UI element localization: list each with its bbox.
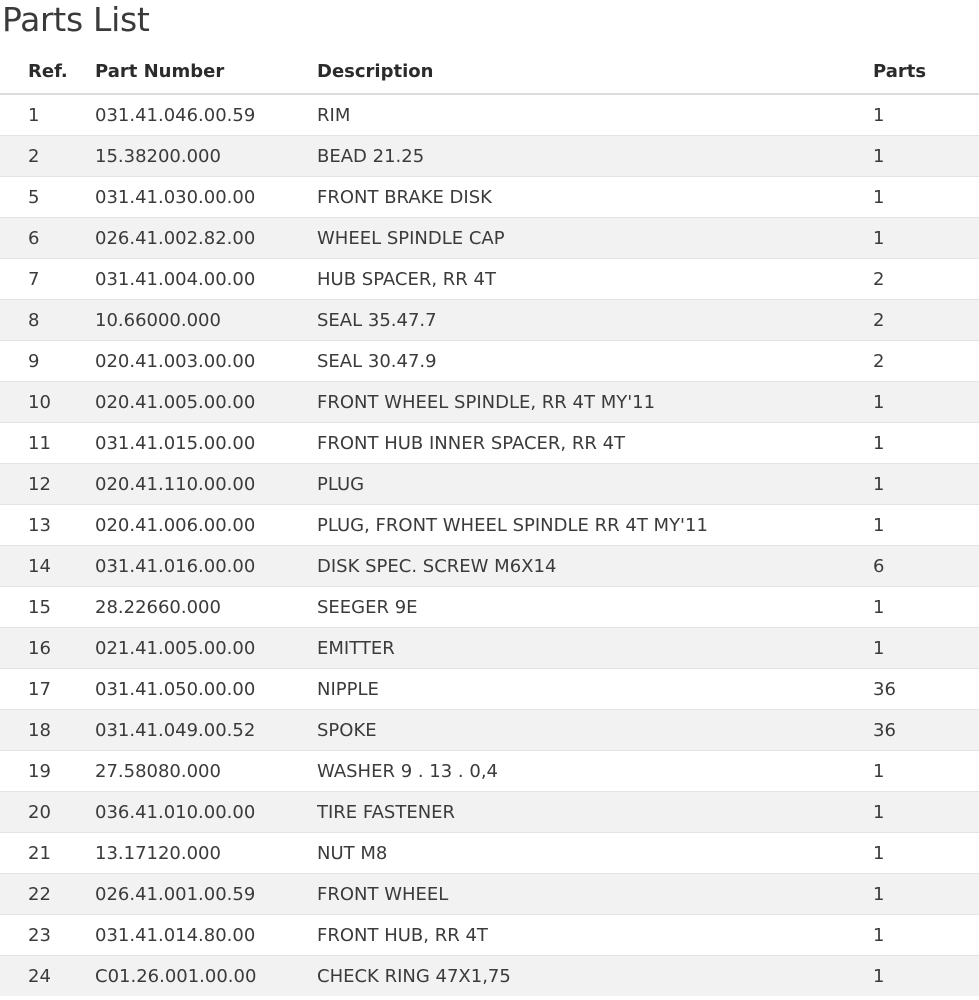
cell-part-number: 031.41.050.00.00 bbox=[95, 669, 317, 710]
table-header-row bbox=[0, 50, 979, 94]
column-header-ref: Ref. bbox=[0, 50, 95, 94]
cell-ref: 22 bbox=[0, 874, 95, 915]
cell-ref: 6 bbox=[0, 218, 95, 259]
table-row bbox=[0, 341, 979, 382]
cell-description: FRONT HUB INNER SPACER, RR 4T bbox=[317, 423, 873, 464]
table-row bbox=[0, 464, 979, 505]
table-row bbox=[0, 177, 979, 218]
cell-ref: 5 bbox=[0, 177, 95, 218]
table-row bbox=[0, 505, 979, 546]
cell-ref: 16 bbox=[0, 628, 95, 669]
cell-parts: 1 bbox=[873, 177, 979, 218]
cell-ref: 21 bbox=[0, 833, 95, 874]
cell-description: FRONT WHEEL bbox=[317, 874, 873, 915]
table-row bbox=[0, 792, 979, 833]
cell-description: FRONT HUB, RR 4T bbox=[317, 915, 873, 956]
cell-ref: 18 bbox=[0, 710, 95, 751]
cell-ref: 10 bbox=[0, 382, 95, 423]
cell-part-number: 031.41.015.00.00 bbox=[95, 423, 317, 464]
cell-ref: 13 bbox=[0, 505, 95, 546]
cell-description: FRONT WHEEL SPINDLE, RR 4T MY'11 bbox=[317, 382, 873, 423]
table-row bbox=[0, 669, 979, 710]
table-row bbox=[0, 751, 979, 792]
cell-parts: 1 bbox=[873, 874, 979, 915]
parts-table bbox=[0, 50, 979, 996]
cell-description: FRONT BRAKE DISK bbox=[317, 177, 873, 218]
cell-part-number: 13.17120.000 bbox=[95, 833, 317, 874]
cell-part-number: 026.41.002.82.00 bbox=[95, 218, 317, 259]
cell-ref: 14 bbox=[0, 546, 95, 587]
cell-part-number: 031.41.014.80.00 bbox=[95, 915, 317, 956]
cell-ref: 17 bbox=[0, 669, 95, 710]
cell-ref: 9 bbox=[0, 341, 95, 382]
cell-part-number: 27.58080.000 bbox=[95, 751, 317, 792]
cell-description: NUT M8 bbox=[317, 833, 873, 874]
cell-parts: 2 bbox=[873, 300, 979, 341]
cell-part-number: 031.41.046.00.59 bbox=[95, 94, 317, 136]
cell-description: BEAD 21.25 bbox=[317, 136, 873, 177]
cell-description: PLUG bbox=[317, 464, 873, 505]
column-header-part-number: Part Number bbox=[95, 50, 317, 94]
cell-parts: 2 bbox=[873, 341, 979, 382]
cell-part-number: 031.41.030.00.00 bbox=[95, 177, 317, 218]
cell-description: RIM bbox=[317, 94, 873, 136]
cell-part-number: C01.26.001.00.00 bbox=[95, 956, 317, 997]
table-row bbox=[0, 587, 979, 628]
cell-parts: 1 bbox=[873, 382, 979, 423]
cell-ref: 8 bbox=[0, 300, 95, 341]
table-row bbox=[0, 300, 979, 341]
cell-description: EMITTER bbox=[317, 628, 873, 669]
column-header-parts: Parts bbox=[873, 50, 979, 94]
cell-part-number: 020.41.006.00.00 bbox=[95, 505, 317, 546]
table-row bbox=[0, 94, 979, 136]
cell-parts: 1 bbox=[873, 505, 979, 546]
cell-part-number: 020.41.110.00.00 bbox=[95, 464, 317, 505]
cell-ref: 2 bbox=[0, 136, 95, 177]
truncated-footer-text bbox=[140, 996, 970, 1000]
table-row bbox=[0, 259, 979, 300]
cell-description: WASHER 9 . 13 . 0,4 bbox=[317, 751, 873, 792]
cell-parts: 1 bbox=[873, 94, 979, 136]
cell-description: HUB SPACER, RR 4T bbox=[317, 259, 873, 300]
cell-part-number: 021.41.005.00.00 bbox=[95, 628, 317, 669]
table-row bbox=[0, 710, 979, 751]
table-row bbox=[0, 218, 979, 259]
table-row bbox=[0, 874, 979, 915]
cell-part-number: 15.38200.000 bbox=[95, 136, 317, 177]
cell-parts: 1 bbox=[873, 464, 979, 505]
cell-ref: 1 bbox=[0, 94, 95, 136]
page-title: Parts List bbox=[2, 0, 150, 39]
cell-parts: 1 bbox=[873, 915, 979, 956]
cell-parts: 1 bbox=[873, 792, 979, 833]
cell-description: TIRE FASTENER bbox=[317, 792, 873, 833]
cell-parts: 36 bbox=[873, 710, 979, 751]
cell-parts: 1 bbox=[873, 751, 979, 792]
cell-ref: 7 bbox=[0, 259, 95, 300]
cell-ref: 23 bbox=[0, 915, 95, 956]
cell-description: PLUG, FRONT WHEEL SPINDLE RR 4T MY'11 bbox=[317, 505, 873, 546]
parts-table-body bbox=[0, 94, 979, 996]
cell-description: NIPPLE bbox=[317, 669, 873, 710]
table-row bbox=[0, 915, 979, 956]
cell-description: CHECK RING 47X1,75 bbox=[317, 956, 873, 997]
table-row bbox=[0, 382, 979, 423]
cell-parts: 1 bbox=[873, 218, 979, 259]
cell-description: SEAL 35.47.7 bbox=[317, 300, 873, 341]
cell-ref: 19 bbox=[0, 751, 95, 792]
cell-parts: 1 bbox=[873, 423, 979, 464]
cell-description: WHEEL SPINDLE CAP bbox=[317, 218, 873, 259]
table-row bbox=[0, 136, 979, 177]
cell-ref: 11 bbox=[0, 423, 95, 464]
table-row bbox=[0, 546, 979, 587]
cell-part-number: 10.66000.000 bbox=[95, 300, 317, 341]
cell-parts: 6 bbox=[873, 546, 979, 587]
cell-parts: 36 bbox=[873, 669, 979, 710]
cell-description: DISK SPEC. SCREW M6X14 bbox=[317, 546, 873, 587]
cell-part-number: 28.22660.000 bbox=[95, 587, 317, 628]
cell-parts: 1 bbox=[873, 833, 979, 874]
cell-description: SEEGER 9E bbox=[317, 587, 873, 628]
cell-ref: 15 bbox=[0, 587, 95, 628]
cell-ref: 12 bbox=[0, 464, 95, 505]
cell-ref: 20 bbox=[0, 792, 95, 833]
cell-part-number: 036.41.010.00.00 bbox=[95, 792, 317, 833]
cell-part-number: 020.41.003.00.00 bbox=[95, 341, 317, 382]
column-header-description: Description bbox=[317, 50, 873, 94]
cell-part-number: 031.41.016.00.00 bbox=[95, 546, 317, 587]
table-row bbox=[0, 628, 979, 669]
cell-description: SEAL 30.47.9 bbox=[317, 341, 873, 382]
cell-parts: 1 bbox=[873, 628, 979, 669]
cell-parts: 1 bbox=[873, 136, 979, 177]
cell-parts: 1 bbox=[873, 956, 979, 997]
cell-part-number: 026.41.001.00.59 bbox=[95, 874, 317, 915]
cell-description: SPOKE bbox=[317, 710, 873, 751]
cell-parts: 2 bbox=[873, 259, 979, 300]
cell-ref: 24 bbox=[0, 956, 95, 997]
cell-part-number: 020.41.005.00.00 bbox=[95, 382, 317, 423]
cell-part-number: 031.41.049.00.52 bbox=[95, 710, 317, 751]
table-row bbox=[0, 423, 979, 464]
cell-parts: 1 bbox=[873, 587, 979, 628]
table-row bbox=[0, 833, 979, 874]
cell-part-number: 031.41.004.00.00 bbox=[95, 259, 317, 300]
table-row bbox=[0, 956, 979, 997]
